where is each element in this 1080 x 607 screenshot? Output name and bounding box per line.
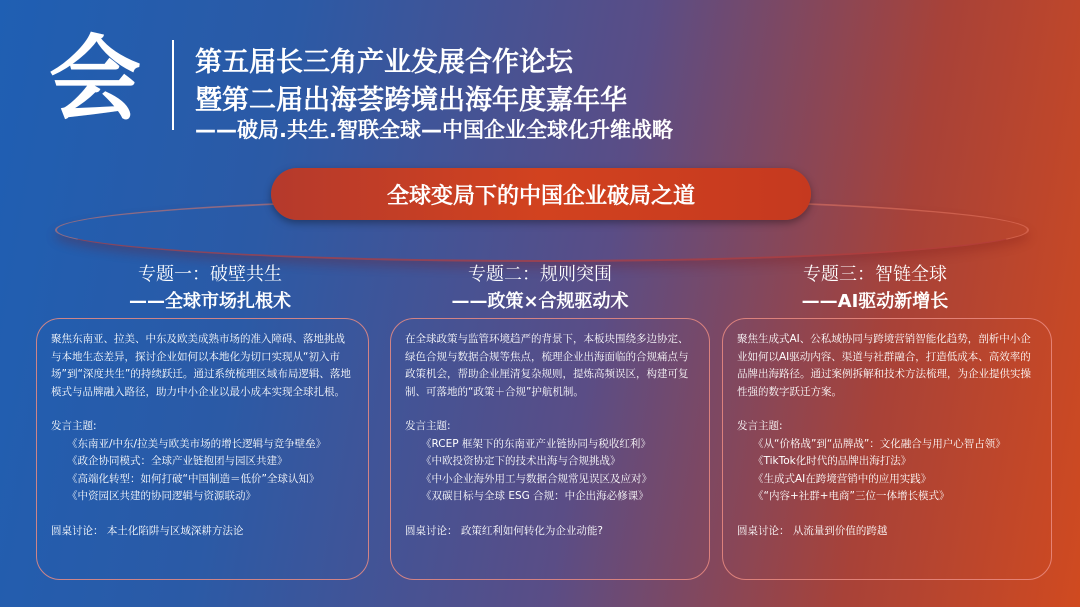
column-2-topic: 《双碳目标与全球 ESG 合规：中企出海必修课》 xyxy=(421,490,649,502)
column-1-subtitle: ——全球市场扎根术 xyxy=(129,291,291,312)
column-3-title: 专题三：智链全球 xyxy=(803,264,947,285)
column-1-title: 专题一：破壁共生 xyxy=(138,264,282,285)
title-line-2: 暨第二届出海荟跨境出海年度嘉年华 xyxy=(195,85,627,116)
column-1-card xyxy=(36,318,369,580)
column-1-topic: 《高端化转型：如何打破“中国制造＝低价”全球认知》 xyxy=(67,472,320,485)
column-1-heading xyxy=(60,262,360,316)
column-3-topic: 《“内容+社群+电商”三位一体增长模式》 xyxy=(753,490,950,502)
column-2-roundtable: 圆桌讨论： 政策红利如何转化为企业动能? xyxy=(405,524,603,537)
column-3-topic: 《生成式AI在跨境营销中的应用实践》 xyxy=(753,472,932,485)
column-1-topic: 《中资园区共建的协同逻辑与资源联动》 xyxy=(67,490,256,502)
column-2-topics-label: 发言主题: xyxy=(405,420,451,432)
column-2-card xyxy=(390,318,710,580)
title-line-1: 第五届长三角产业发展合作论坛 xyxy=(195,47,573,78)
column-2-topic: 《RCEP 框架下的东南亚产业链协同与税收红利》 xyxy=(421,437,651,450)
column-3-subtitle: ——AI驱动新增长 xyxy=(801,291,949,312)
subtitle: ——破局.共生.智联全球—中国企业全球化升维战略 xyxy=(195,118,673,142)
column-1-roundtable: 圆桌讨论： 本土化陷阱与区域深耕方法论 xyxy=(51,524,244,537)
column-3-card xyxy=(722,318,1052,580)
column-1-topic: 《政企协同模式：全球产业链抱团与园区共建》 xyxy=(67,455,288,467)
title-divider xyxy=(172,40,174,130)
column-3-heading xyxy=(730,262,1020,316)
column-1-intro: 聚焦东南亚、拉美、中东及欧美成熟市场的准入障碍、落地挑战与本地生态差异，探讨企业如何以本地化为切口实现从“初入市场”到“深度共生”的持续跃迁。通过系统梳理区域布局逻辑、落地模式与品牌融入路径，助力中小企业以最小成本实现全球扎根。 xyxy=(51,333,351,398)
column-2-topic: 《中小企业海外用工与数据合规常见误区及应对》 xyxy=(421,472,652,485)
logo-character: 会 xyxy=(48,26,141,133)
theme-banner: 全球变局下的中国企业破局之道 xyxy=(271,168,811,220)
column-3-topics-label: 发言主题: xyxy=(737,420,783,432)
column-3-topic: 《TikTok化时代的品牌出海打法》 xyxy=(753,455,912,467)
column-3-intro: 聚焦生成式AI、公私域协同与跨境营销智能化趋势，剖析中小企业如何以AI驱动内容、渠道与社群融合，打造低成本、高效率的品牌出海路径。通过案例拆解和技术方法梳理，为企业提供实操性强的数字跃迁方案。 xyxy=(737,333,1031,398)
column-2-intro: 在全球政策与监管环境趋严的背景下，本板块围绕多边协定、绿色合规与数据合规等焦点，梳理企业出海面临的合规痛点与政策机会，帮助企业厘清复杂规则，提炼高频误区，构建可复制、可落地的“政策＋合规”护航机制。 xyxy=(405,333,689,398)
column-3-roundtable: 圆桌讨论： 从流量到价值的跨越 xyxy=(737,524,888,537)
column-1-topics-label: 发言主题: xyxy=(51,420,97,432)
column-2-topic: 《中欧投资协定下的技术出海与合规挑战》 xyxy=(421,455,621,467)
column-3-topic: 《从“价格战”到“品牌战”：文化融合与用户心智占领》 xyxy=(753,437,1006,450)
column-2-subtitle: ——政策×合规驱动术 xyxy=(451,291,629,312)
column-2-heading xyxy=(395,262,685,316)
column-2-title: 专题二：规则突围 xyxy=(468,264,612,285)
column-1-topic: 《东南亚/中东/拉美与欧美市场的增长逻辑与竞争壁垒》 xyxy=(67,437,327,450)
